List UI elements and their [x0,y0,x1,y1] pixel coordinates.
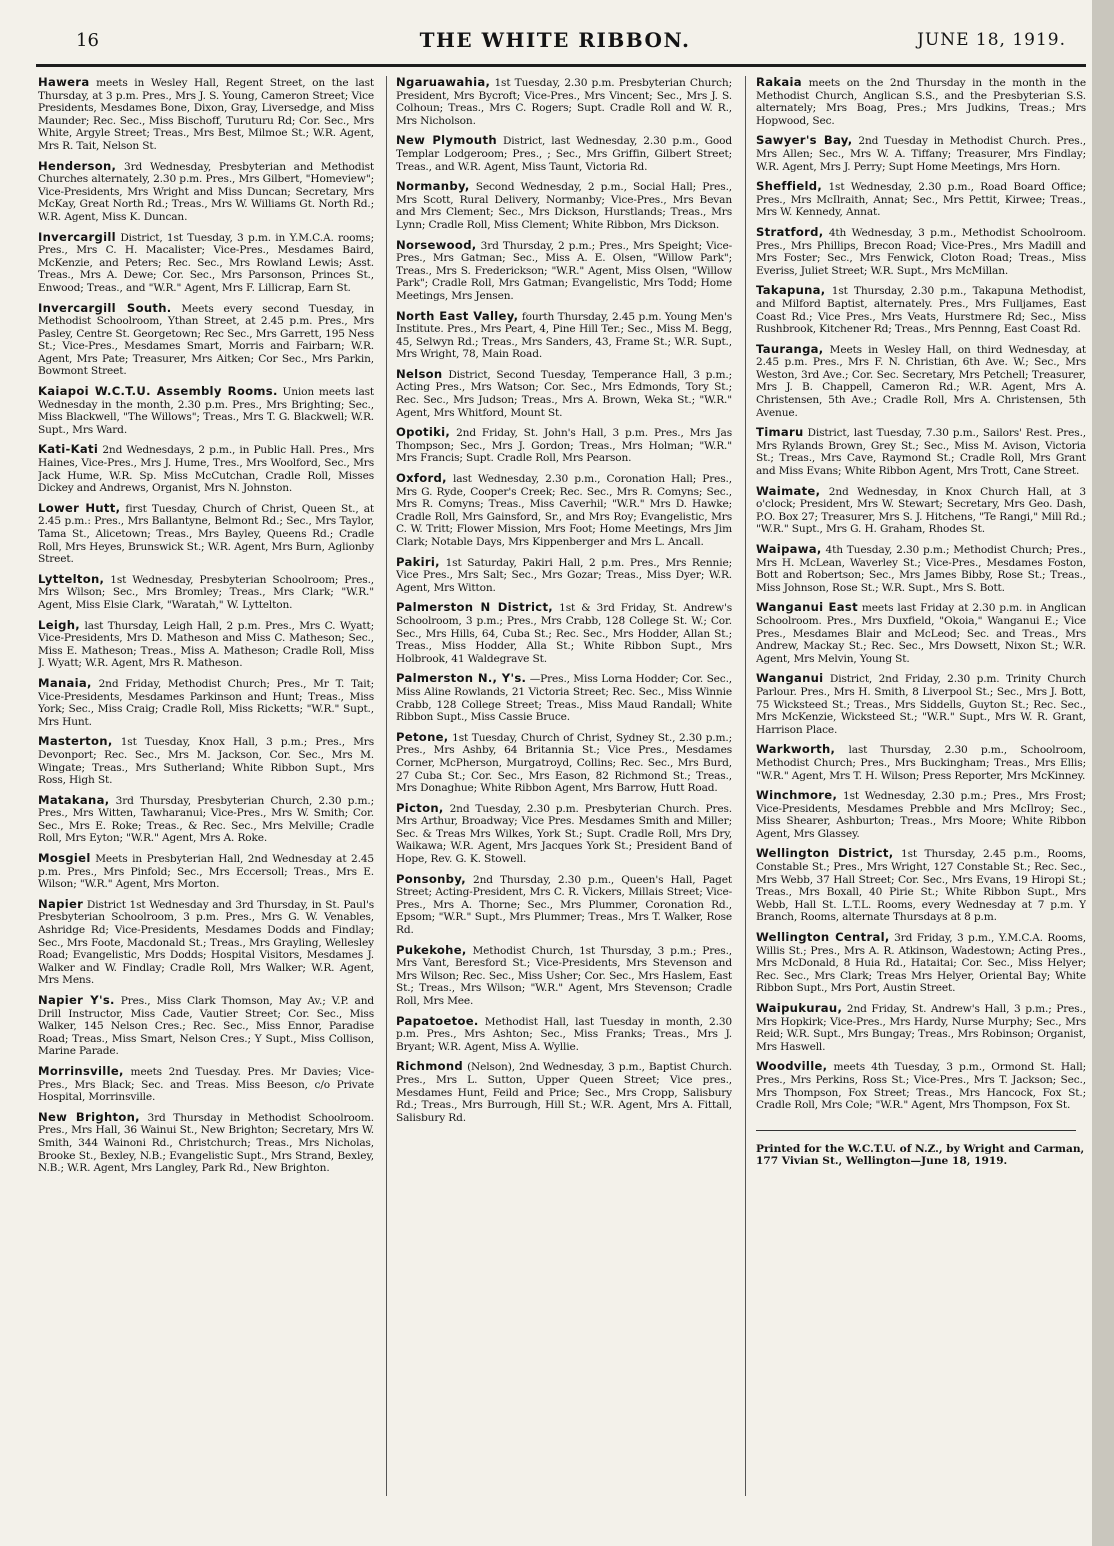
header-rule [36,64,1086,67]
union-listing [756,343,1086,420]
union-listing [396,472,732,549]
branch-details: 1st & 3rd Friday, St. Andrew's Schoolroom, 3 p.m.; Pres., Mrs Crabb, 128 College St. W.; Cor. Sec., Mrs Hills, 64, Cuba St.; Rec. Sec., Mrs Hodder, Allan St.; Treas., Miss Hodder, Alla St.; White Ribbon Supt., Mrs Holbrook, 41 Waldegrave St. [396,602,732,665]
column-2 [396,76,732,1536]
issue-date: JUNE 18, 1919. [917,30,1066,50]
branch-name: Lower Hutt, [38,500,121,515]
branch-details: District 1st Wednesday and 3rd Thursday, in St. Paul's Presbyterian Schoolroom, 3 p.m. Pres., Mrs G. W. Venables, Ashridge Rd; Vice-Presidents, Mesdames Dodds and Findlay; Sec., Mrs Foote, Macdonald St.; Treas., Mrs Grayling, Wellesley Road; Evangelistic, Mrs Dodds; Hospital Visitors, Mesdames J. Walker and W. Findlay; Cradle Roll, Mrs Walker; W.R. Agent, Mrs Mens. [38,898,374,987]
branch-name: Rakaia [756,76,802,89]
branch-details: 3rd Thursday, Presbyterian Church, 2.30 p.m.; Pres., Mrs Witten, Tawharanui; Vice-Pres., Mrs W. Smith; Cor. Sec., Mrs E. Roke; Treas., & Rec. Sec., Mrs Melville; Cradle Roll, Mrs Eyton; "W.R." Agent, Mrs A. Roke. [38,794,374,845]
branch-details: meets 4th Tuesday, 3 p.m., Ormond St. Hall; Pres., Mrs Perkins, Ross St.; Vice-Pres., Mrs T. Jackson; Sec., Mrs Thompson, Fox Street; Treas., Mrs Hancock, Fox St.; Cradle Roll, Mrs Cole; "W.R." Agent, Mrs Thompson, Fox St. [756,1061,1086,1112]
branch-details: 4th Tuesday, 2.30 p.m.; Methodist Church; Pres., Mrs H. McLean, Waverley St.; Vice-Pres., Mesdames Foston, Bott and Robertson; Sec., Mrs James Bibby, Rose St.; Treas., Miss Johnson, Rose St.; W.R. Supt., Mrs S. Bott. [756,544,1086,594]
branch-name: Warkworth, [756,742,836,757]
branch-name: Pukekohe, [396,942,467,957]
union-listing [756,134,1086,173]
branch-details: 2nd Friday, Methodist Church; Pres., Mr T. Tait; Vice-Presidents, Mesdames Parkinson and Hunt; Treas., Miss York; Sec., Miss Craig; Cradle Roll, Miss Ricketts; "W.R." Supt., Mrs Hunt. [38,677,374,728]
branch-details: 3rd Thursday, 2 p.m.; Pres., Mrs Speight; Vice-Pres., Mrs Gatman; Sec., Miss A. E. Olsen, "Willow Park"; Treas., Mrs S. Frederickson; "W.R." Agent, Miss Olsen, "Willow Park"; Cradle Roll, Mrs Gatman; Evangelistic, Mrs Todd; Home Meetings, Mrs Jensen. [396,239,732,302]
union-listing [38,385,374,436]
branch-details: District, last Wednesday, 2.30 p.m., Good Templar Lodgeroom; Pres., ; Sec., Mrs Griffin, Gilbert Street; Treas., and W.R. Agent, Miss Taunt, Victoria Rd. [396,135,732,173]
branch-details: 2nd Friday, St. Andrew's Hall, 3 p.m.; Pres., Mrs Hopkirk; Vice-Pres., Mrs Hardy, Nurse Murphy; Sec., Mrs Reid; W.R. Supt., Mrs Bungay; Treas., Mrs Robinson; Organist, Mrs Haswell. [756,1003,1086,1053]
branch-name: Picton, [396,800,444,815]
union-listing [756,76,1086,127]
branch-name: Henderson, [38,158,117,173]
union-listing [38,443,374,494]
union-listing [396,731,732,795]
column-3 [756,76,1086,1536]
branch-name: New Plymouth [396,133,497,148]
branch-details: fourth Thursday, 2.45 p.m. Young Men's Institute. Pres., Mrs Peart, 4, Pine Hill Ter.; Sec., Miss M. Begg, 45, Selwyn Rd.; Treas., Mrs Sanders, 43, Frame St.; W.R. Supt., Mrs Wright, 78, Main Road. [396,310,732,361]
imprint-rule [756,1130,1076,1131]
column-divider [386,76,387,1496]
union-listing [38,794,374,845]
union-listing [396,802,732,866]
union-listing [396,239,732,303]
union-listing [396,672,732,723]
union-listing [756,743,1086,782]
branch-details: Union meets last Wednesday in the month, 2.30 p.m. Pres., Mrs Brighting; Sec., Miss Blackwell, "The Willows"; Treas., Mrs T. G. Blackwell; W.R. Supt., Mrs Ward. [38,386,374,436]
branch-details: District, 2nd Friday, 2.30 p.m. Trinity Church Parlour. Pres., Mrs H. Smith, 8 Liverpool St.; Sec., Mrs J. Bott, 75 Wicksteed St.; Treas., Mrs Siddells, Guyton St.; Rec. Sec., Mrs McKenzie, Wicksteed St.; "W.R." Supt., Mrs W. R. Grant, Harrison Place. [756,673,1086,736]
branch-name: Opotiki, [396,425,451,440]
branch-name: Napier [38,896,84,911]
union-listing [38,852,374,891]
union-listing [756,789,1086,840]
branch-name: Wanganui [756,671,824,686]
union-listing [396,601,732,665]
union-listing [38,735,374,786]
union-listing [38,160,374,224]
branch-name: Waimate, [756,483,821,498]
branch-name: Sawyer's Bay, [756,133,853,148]
branch-details: Meets every second Tuesday, in Methodist Schoolroom, Ythan Street, at 2.45 p.m. Pres., Mrs Pasley, Centre St. Georgetown; Rec Sec., Mrs Garrett, 195 Ness St.; Vice-Pres., Mesdames Smart, Morris and Fairbarn; W.R. Agent, Mrs Pate; Treasurer, Mrs Aitken; Cor Sec., Mrs Parkin, Bowmont Street. [38,302,374,378]
branch-name: Normanby, [396,179,470,194]
branch-name: Palmerston N., Y's. [396,671,527,686]
branch-details: 1st Thursday, 2.45 p.m., Rooms, Constable St.; Pres., Mrs Wright, 127 Constable St.; Rec. Sec., Mrs Webb, 37 Hall Street; Cor. Sec., Mrs Evans, 19 Hiropi St.; Treas., Mrs Boxall, 40 Pirie St.; White Ribbon Supt., Mrs Webb, Hall St. L.T.L. Rooms, every Wednesday at 7 p.m. Y Branch, Rooms, alternate Thursdays at 8 p.m. [756,848,1086,924]
branch-name: Papatoetoe. [396,1013,479,1028]
branch-details: Meets in Presbyterian Hall, 2nd Wednesday at 2.45 p.m. Pres., Mrs Pinfold; Sec., Mrs Eccersoll; Treas., Mrs E. Wilson; "W.R." Agent, Mrs Morton. [38,853,374,891]
branch-details: 1st Wednesday, 2.30 p.m., Road Board Office; Pres., Mrs McIlraith, Annat; Sec., Mrs Pettit, Kirwee; Treas., Mrs W. Kennedy, Annat. [756,181,1086,219]
column-divider [745,76,746,1496]
branch-name: Leigh, [38,617,80,632]
union-listing [756,485,1086,536]
branch-details: 4th Wednesday, 3 p.m., Methodist Schoolroom. Pres., Mrs Phillips, Brecon Road; Vice-Pres., Mrs Madill and Mrs Foster; Sec., Mrs Fenwick, Cloton Road; Treas., Miss Everiss, Juliet Street; W.R. Supt., Mrs McMillan. [756,226,1086,277]
newspaper-title: THE WHITE RIBBON. [419,28,691,52]
branch-name: Timaru [756,425,804,440]
union-listing [38,231,374,295]
union-listing [38,302,374,379]
branch-details: last Wednesday, 2.30 p.m., Coronation Hall; Pres., Mrs G. Ryde, Cooper's Creek; Rec. Sec., Mrs R. Comyns; Sec., Mrs R. Comyns; Treas., Miss Caverhil; "W.R." Mrs D. Hawke; Cradle Roll, Mrs Gainsford, Sr., and Mrs Roy; Evangelistic, Mrs C. W. Tritt; Flower Mission, Mrs Foot; Home Meetings, Mrs Jim Clark; Notable Days, Mrs Kippenberger and Mrs L. Ancall. [396,473,732,548]
branch-details: 1st Thursday, 2.30 p.m., Takapuna Methodist, and Milford Baptist, alternately. Pres., Mrs Fulljames, East Coast Rd.; Vice Pres., Mrs Veats, Hurstmere Rd; Sec., Miss Rushbrook, Kitchener Rd; Treas., Mrs Pennng, East Coast Rd. [756,285,1086,336]
branch-details: last Thursday, 2.30 p.m., Schoolroom, Methodist Church; Pres., Mrs Buckingham; Treas., Mrs Ellis; "W.R." Agent, Mrs T. H. Wilson; Press Reporter, Mrs McKinney. [756,744,1086,782]
branch-details: 2nd Thursday, 2.30 p.m., Queen's Hall, Paget Street; Acting-President, Mrs C. R. Vickers, Millais Street; Vice-Pres., Mrs A. Thorne; Sec., Mrs Plummer, Coronation Rd., Epsom; "W.R." Supt., Mrs Plummer; Treas., Mrs T. Walker, Rose Rd. [396,873,732,937]
union-listing [38,619,374,670]
branch-name: Sheffield, [756,179,823,194]
union-listing [38,994,374,1058]
branch-name: Mosgiel [38,851,91,866]
column-1 [38,76,374,1536]
branch-details: 2nd Wednesdays, 2 p.m., in Public Hall. Pres., Mrs Haines, Vice-Pres., Mrs J. Hume, Tres., Mrs Woolford, Sec., Mrs Jack Hume, W.R. Sp. Miss McCutchan, Cradle Roll, Misses Dickey and Andrews, Organist, Mrs N. Johnston. [38,444,374,495]
printer-imprint: Printed for the W.C.T.U. of N.Z., by Wright and Carman, 177 Vivian St., Wellington—June 18, 1919. [756,1142,1085,1168]
branch-name: Tauranga, [756,341,824,356]
branch-details: Methodist Hall, last Tuesday in month, 2.30 p.m. Pres., Mrs Ashton; Sec., Miss Franks; Treas., Mrs J. Bryant; W.R. Agent, Miss A. Wyllie. [396,1015,732,1053]
branch-details: 2nd Friday, St. John's Hall, 3 p.m. Pres., Mrs Jas Thompson; Sec., Mrs J. Gordon; Treas., Mrs Holman; "W.R." Mrs Francis; Supt. Cradle Roll, Mrs Pearson. [396,427,732,465]
branch-name: Kaiapoi W.C.T.U. Assembly Rooms. [38,384,278,399]
page-header [40,22,1070,58]
branch-name: North East Valley, [396,308,519,323]
branch-name: Norsewood, [396,237,477,252]
branch-name: Ngaruawahia, [396,76,491,89]
branch-details: 1st Wednesday, 2.30 p.m.; Pres., Mrs Frost; Vice-Presidents, Mesdames Prebble and Mrs McIlroy; Sec., Miss Shearer, Ashburton; Treas., Mrs Moore; White Ribbon Agent, Mrs Glassey. [756,790,1086,840]
union-listing [756,543,1086,594]
branch-details: Meets in Wesley Hall, on third Wednesday, at 2.45 p.m. Pres., Mrs F. N. Christian, 6th Ave. W.; Sec., Mrs Weston, 3rd Ave.; Cor. Sec. Secretary, Mrs Petchell; Treasurer, Mrs J. B. Chappell, Cameron Rd.; W.R. Agent, Mrs A. Christensen, 5th Ave.; Cradle Roll, Mrs A. Christensen, 5th Avenue. [756,343,1086,419]
branch-name: Masterton, [38,734,113,749]
branch-details: —Pres., Miss Lorna Hodder; Cor. Sec., Miss Aline Rowlands, 21 Victoria Street; Rec. Sec., Miss Winnie Crabb, 128 College Street; Treas., Miss Maud Randall; White Ribbon Supt., Miss Cassie Bruce. [396,673,732,724]
union-listing [396,426,732,465]
branch-details: meets in Wesley Hall, Regent Street, on the last Thursday, at 3 p.m. Pres., Mrs J. S. Young, Cameron Street; Vice Presidents, Mesdames Bone, Dixon, Gray, Liversedge, and Miss Maunder; Rec. Sec., Miss Bischoff, Turuturu Rd; Cor. Sec., Mrs White, Argyle Street; Treas., Mrs Best, Milmoe St.; W.R. Agent, Mrs R. Tait, Nelson St. [38,77,374,152]
union-listing [396,310,732,361]
branch-name: Oxford, [396,471,447,486]
branch-details: 1st Tuesday, 2.30 p.m. Presbyterian Church; President, Mrs Bycroft; Vice-Pres., Mrs Vincent; Sec., Mrs J. S. Colhoun; Treas., Mrs C. Rogers; Supt. Cradle Roll and W. R., Mrs Nicholson. [396,77,732,127]
page-edge [1092,0,1114,1546]
branch-details: District, 1st Tuesday, 3 p.m. in Y.M.C.A. rooms; Pres., Mrs C. H. Macalister; Vice-Pres., Mesdames Baird, McKenzie, and Peters; Rec. Sec., Mrs Rowland Lewis; Asst. Treas., Mrs A. Dewe; Cor. Sec., Mrs Parsonson, Princes St., Enwood; Treas., and "W.R." Agent, Mrs F. Lillicrap, Earn St. [38,231,374,294]
union-listing [38,898,374,987]
branch-name: Ponsonby, [396,871,466,886]
branch-name: Takapuna, [756,283,826,298]
union-listing [396,180,732,231]
branch-name: Manaia, [38,675,92,690]
branch-name: Richmond [396,1059,464,1074]
branch-name: Waipukurau, [756,1001,843,1015]
branch-details: District, last Tuesday, 7.30 p.m., Sailors' Rest. Pres., Mrs Rylands Brown, Grey St.; Sec., Miss M. Avison, Victoria St.; Treas., Mrs Cave, Raymond St.; Cradle Roll, Mrs Grant and Miss Evans; White Ribbon Agent, Mrs Trott, Cane Street. [756,427,1086,478]
branch-details: 2nd Tuesday, 2.30 p.m. Presbyterian Church. Pres. Mrs Arthur, Broadway; Vice Pres. Mesdames Smith and Miller; Sec. & Treas Mrs Wilkes, York St.; Supt. Cradle Roll, Mrs Dry, Waikawa; W.R. Agent, Mrs Jacques York St.; President Band of Hope, Rev. G. K. Stowell. [396,802,732,866]
page-number: 16 [76,30,99,51]
branch-details: 3rd Wednesday, Presbyterian and Methodist Churches alternately, 2.30 p.m. Pres., Mrs Gilbert, "Homeview"; Vice-Presidents, Mrs Wright and Miss Duncan; Secretary, Mrs McKay, Great North Rd.; Treas., Mrs W. Williams Gt. North Rd.; W.R. Agent, Miss K. Duncan. [38,160,374,223]
branch-details: meets 2nd Tuesday. Pres. Mr Davies; Vice-Pres., Mrs Black; Sec. and Treas. Miss Beeson, c/o Private Hospital, Morrinsville. [38,1065,374,1104]
union-listing [756,1002,1086,1053]
branch-name: Invercargill South. [38,300,172,315]
branch-details: Second Wednesday, 2 p.m., Social Hall; Pres., Mrs Scott, Rural Delivery, Normanby; Vice-Pres., Mrs Bevan and Mrs Clement; Sec., Mrs Dickson, Hurstlands; Treas., Mrs Lynn; Cradle Roll, Miss Clement; White Ribbon, Mrs Dickson. [396,181,732,231]
union-listing [756,931,1086,995]
branch-name: Palmerston N District, [396,600,553,615]
branch-details: meets last Friday at 2.30 p.m. in Anglican Schoolroom. Pres., Mrs Duxfield, "Okoia," Wanganui E.; Vice Pres., Mesdames Blair and McLeod; Sec. and Treas., Mrs Andrew, Mackay St.; Rec. Sec., Mrs Dowsett, Nixon St.; W.R. Agent, Mrs Melvin, Young St. [756,602,1086,665]
union-listing [756,601,1086,665]
union-listing [396,134,732,173]
branch-name: Stratford, [756,224,824,239]
branch-name: Matakana, [38,792,110,807]
branch-details: 2nd Wednesday, in Knox Church Hall, at 3 o'clock; President, Mrs W. Stewart; Secretary, Mrs Geo. Dash, P.O. Box 27; Treasurer, Mrs S. J. Hitchens, "Te Rangi," Mill Rd.; "W.R." Supt., Mrs G. H. Graham, Rhodes St. [756,485,1086,536]
branch-name: Invercargill [38,229,116,244]
branch-name: Pakiri, [396,554,440,569]
union-listing [396,873,732,937]
union-listing [396,556,732,595]
branch-name: Wellington District, [756,846,894,861]
union-listing [396,76,732,127]
union-listing [396,1060,732,1124]
union-listing [756,847,1086,924]
union-listing [396,1015,732,1054]
branch-name: New Brighton, [38,1109,140,1124]
branch-details: 2nd Tuesday in Methodist Church. Pres., Mrs Allen; Sec., Mrs W. A. Tiffany; Treasurer, Mrs Findlay; W.R. Agent, Mrs J. Perry; Supt Home Meetings, Mrs Horn. [756,135,1086,173]
branch-name: Wellington Central, [756,930,890,945]
union-listing [756,226,1086,277]
union-listing [396,944,732,1008]
union-listing [396,368,732,419]
branch-details: 1st Wednesday, Presbyterian Schoolroom; Pres., Mrs Wilson; Sec., Mrs Bromley; Treas., Mrs Clark; "W.R." Agent, Miss Elsie Clark, "Waratah," W. Lyttelton. [38,573,374,611]
branch-name: Waipawa, [756,542,822,556]
branch-details: 1st Tuesday, Church of Christ, Sydney St., 2.30 p.m.; Pres., Mrs Ashby, 64 Britannia St.; Vice Pres., Mesdames Corner, McPherson, Murgatroyd, Collins; Rec. Sec., Mrs Burd, 27 Cuba St.; Cor. Sec., Mrs Eason, 82 Richmond St.; Treas., Mrs Donaghue; White Ribbon Agent, Mrs Barrow, Hutt Road. [396,731,732,795]
branch-name: Winchmore, [756,788,838,803]
branch-name: Hawera [38,76,90,89]
branch-name: Woodville, [756,1059,828,1074]
branch-details: 1st Saturday, Pakiri Hall, 2 p.m. Pres., Mrs Rennie; Vice Pres., Mrs Salt; Sec., Mrs Gozar; Treas., Miss Dyer; W.R. Agent, Mrs Witton. [396,556,732,594]
union-listing [38,76,374,153]
branch-name: Petone, [396,729,449,744]
branch-name: Kati-Kati [38,442,99,457]
branch-details: Pres., Miss Clark Thomson, May Av.; V.P. and Drill Instructor, Miss Cade, Vautier Street; Cor. Sec., Miss Walker, 145 Nelson Cres.; Rec. Sec., Miss Ennor, Paradise Road; Treas., Miss Smart, Nelson Cres.; Y Supt., Miss Collison, Marine Parade. [38,995,374,1058]
branch-details: 3rd Friday, 3 p.m., Y.M.C.A. Rooms, Willis St.; Pres., Mrs A. R. Atkinson, Wadestown; Acting Pres., Mrs McDonald, 8 Huia Rd., Hataitai; Cor. Sec., Miss Helyer; Rec. Sec., Mrs Clark; Treas Mrs Helyer, Oriental Bay; White Ribbon Supt., Mrs Port, Austin Street. [756,932,1086,995]
union-listing [38,1065,374,1104]
branch-details: District, Second Tuesday, Temperance Hall, 3 p.m.; Acting Pres., Mrs Watson; Cor. Sec., Mrs Edmonds, Tory St.; Rec. Sec., Mrs Judson; Treas., Mrs A. Brown, Weka St.; "W.R." Agent, Mrs Whitford, Mount St. [396,368,732,419]
union-listing [38,573,374,612]
branch-details: meets on the 2nd Thursday in the month in the Methodist Church, Anglican S.S., and the Presbyterian S.S. alternately; Mrs Boag, Pres.; Mrs Judkins, Treas.; Mrs Hopwood, Sec. [756,77,1086,127]
branch-name: Morrinsville, [38,1063,124,1078]
branch-details: first Tuesday, Church of Christ, Queen St., at 2.45 p.m.: Pres., Mrs Ballantyne, Belmont Rd.; Sec., Mrs Taylor, Tama St., Alicetown; Treas., Mrs Bayley, Queens Rd.; Cradle Roll, Mrs Heyes, Brunswick St.; W.R. Agent, Mrs Burn, Aglionby Street. [38,502,374,566]
branch-name: Nelson [396,366,443,381]
branch-details: last Thursday, Leigh Hall, 2 p.m. Pres., Mrs C. Wyatt; Vice-Presidents, Mrs D. Matheson and Miss C. Matheson; Sec., Miss E. Matheson; Treas., Miss A. Matheson; Cradle Roll, Miss J. Wyatt; W.R. Agent, Mrs R. Matheson. [38,619,374,670]
branch-details: 1st Tuesday, Knox Hall, 3 p.m.; Pres., Mrs Devonport; Rec. Sec., Mrs M. Jackson, Cor. Sec., Mrs M. Wingate; Treas., Mrs Sutherland; White Ribbon Supt., Mrs Ross, High St. [38,736,374,787]
union-listing [756,672,1086,736]
union-listing [38,677,374,728]
branch-details: 3rd Thursday in Methodist Schoolroom. Pres., Mrs Hall, 36 Wainui St., New Brighton; Secretary, Mrs W. Smith, 344 Wainoni Rd., Christchurch; Treas., Mrs Nicholas, Brooke St., Bexley, N.B.; Evangelistic Supt., Mrs Strand, Bexley, N.B.; W.R. Agent, Mrs Langley, Park Rd., New Brighton. [38,1111,374,1175]
branch-details: (Nelson), 2nd Wednesday, 3 p.m., Baptist Church. Pres., Mrs L. Sutton, Upper Queen Street; Vice pres., Mesdames Hunt, Feild and Price; Sec., Mrs Cropp, Salisbury Rd.; Treas., Mrs Burrough, Hill St.; W.R. Agent, Mrs A. Fittall, Salisbury Rd. [396,1061,732,1124]
branch-name: Lyttelton, [38,571,105,586]
branch-details: Methodist Church, 1st Thursday, 3 p.m.; Pres., Mrs Vant, Beresford St.; Vice-Presidents, Mrs Stevenson and Mrs Wilson; Rec. Sec., Miss Usher; Cor. Sec., Mrs Haslem, East St.; Treas., Mrs Wilson; "W.R." Agent, Mrs Stevenson; Cradle Roll, Mrs Mee. [396,944,732,1007]
union-listing [756,1060,1086,1111]
union-listing [756,180,1086,219]
branch-name: Napier Y's. [38,993,115,1007]
union-listing [38,1111,374,1175]
branch-name: Wanganui East [756,600,858,615]
union-listing [38,502,374,566]
union-listing [756,284,1086,335]
union-listing [756,426,1086,477]
